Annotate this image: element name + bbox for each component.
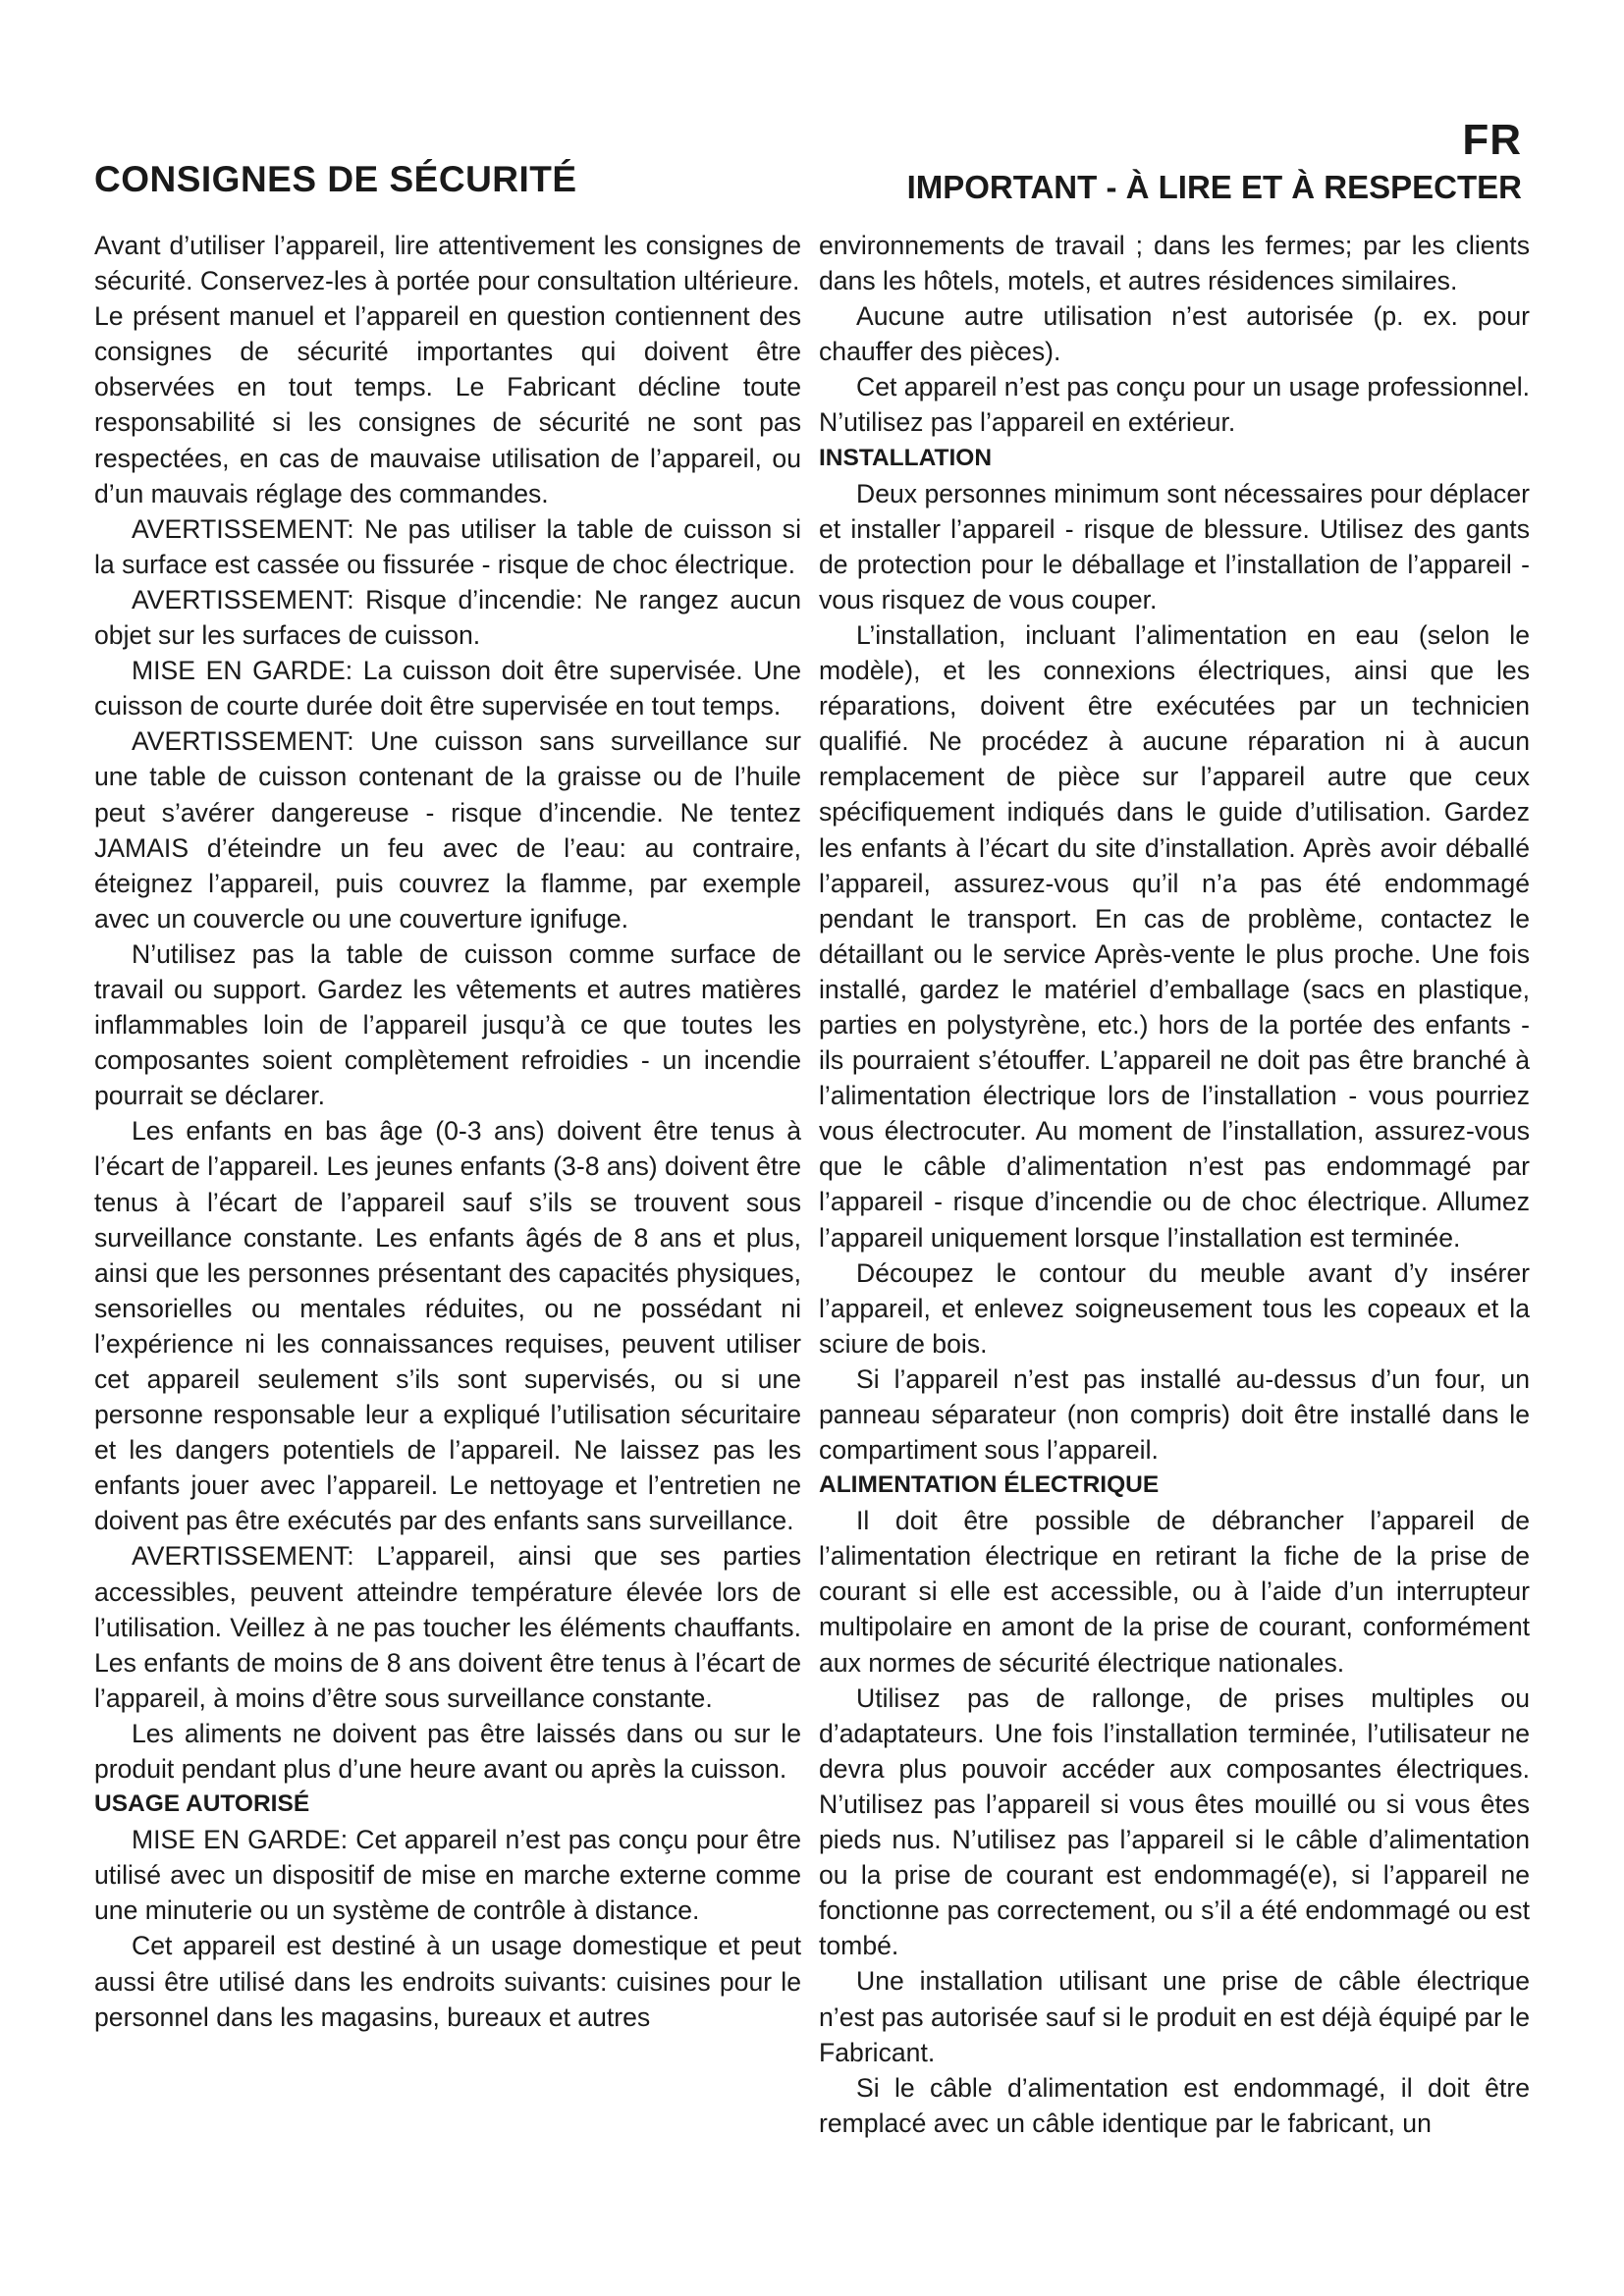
paragraph-domestic-use: Cet appareil est destiné à un usage domestique et peut aussi être utilisé dans les endroits suivants: cuisines pour le personnel dans les magasins, bureaux et autres	[94, 1931, 801, 2032]
page-title: CONSIGNES DE SÉCURITÉ	[94, 159, 577, 199]
paragraph-no-extension: Utilisez pas de rallonge, de prises multiples ou d’adaptateurs. Une fois l’installation terminée, l’utilisateur ne devra plus pouvoir accéder aux composantes électriques. N’utilisez pas l’appareil si vous êtes mouillé ou si vous êtes pieds nus. N’utilisez pas l’appareil si le câble d’alimentation ou la prise de courant est endommagé(e), si l’appareil ne fonctionne pas correctement, ou s’il a été endommagé ou est tombé.	[819, 1682, 1530, 1961]
warning-hot-parts: AVERTISSEMENT: L’appareil, ainsi que ses parties accessibles, peuvent atteindre température élevée lors de l’utilisation. Veillez à ne pas toucher les éléments chauffants. Les enfants de moins de 8 ans doivent être tenus à l’écart de l’appareil, à moins d’être sous surveillance constante.	[94, 1541, 801, 1713]
paragraph-disconnect: Il doit être possible de débrancher l’appareil de l’alimentation électrique en retirant la fiche de la prise de courant si elle est accessible, ou à l’aide d’un interrupteur multipolaire en amont de la prise de courant, conformément aux normes de sécurité électrique nationales.	[819, 1506, 1530, 1678]
caution-external-switch: MISE EN GARDE: Cet appareil n’est pas conçu pour être utilisé avec un dispositif de mise en marche externe comme une minuterie ou un système de contrôle à distance.	[94, 1825, 801, 1926]
heading-power-supply: ALIMENTATION ÉLECTRIQUE	[819, 1471, 1160, 1499]
language-code: FR	[1462, 116, 1522, 164]
caution-supervised-cooking: MISE EN GARDE: La cuisson doit être supervisée. Une cuisson de courte durée doit être supervisée en tout temps.	[94, 656, 801, 721]
paragraph-food: Les aliments ne doivent pas être laissés dans ou sur le produit pendant plus d’une heure avant ou après la cuisson.	[94, 1718, 801, 1785]
warning-unattended-fat: AVERTISSEMENT: Une cuisson sans surveillance sur une table de cuisson contenant de la graisse ou de l’huile peut s’avérer dangereuse - risque d’incendie. Ne tentez JAMAIS d’éteindre un feu avec de l’eau: au contraire, éteignez l’appareil, puis couvrez la flamme, par exemple avec un couvercle ou une couverture ignifuge.	[94, 726, 801, 934]
paragraph-cut-furniture: Découpez le contour du meuble avant d’y insérer l’appareil, et enlevez soigneusement tous les copeaux et la sciure de bois.	[819, 1257, 1530, 1359]
paragraph-work-surface: N’utilisez pas la table de cuisson comme surface de travail ou support. Gardez les vêtements et autres matières inflammables loin de l’appareil jusqu’à ce que toutes les composantes soient complètement refroidies - un incendie pourrait se déclarer.	[94, 938, 801, 1111]
paragraph-not-professional: Cet appareil n’est pas conçu pour un usage professionnel. N’utilisez pas l’appareil en extérieur.	[819, 372, 1530, 438]
heading-installation: INSTALLATION	[819, 444, 993, 471]
paragraph-separator-panel: Si l’appareil n’est pas installé au-dessus d’un four, un panneau séparateur (non compris) doit être installé dans le compartiment sous l’appareil.	[819, 1363, 1530, 1466]
paragraph-qualified-technician: L’installation, incluant l’alimentation en eau (selon le modèle), et les connexions électriques, ainsi que les réparations, doivent être exécutées par un technicien qualifié. Ne procédez à aucune réparation ni à aucun remplacement de pièce sur l’appareil autre que ceux spécifiquement indiqués dans le guide d’utilisation. Gardez les enfants à l’écart du site d’installation. Après avoir déballé l’appareil, assurez-vous qu’il n’a pas été endommagé pendant le transport. En cas de problème, contactez le détaillant ou le service Après-vente le plus proche. Une fois installé, gardez le matériel d’emballage (sacs en plastique, parties en polystyrène, etc.) hors de la portée des enfants - ils pourraient s’étouffer. L’appareil ne doit pas être branché à l’alimentation électrique lors de l’installation - vous pourriez vous électrocuter. Au moment de l’installation, assurez-vous que le câble d’alimentation n’est pas endommagé par l’appareil - risque d’incendie ou de choc électrique. Allumez l’appareil uniquement lorsque l’installation est terminée.	[819, 619, 1530, 1253]
paragraph-two-persons: Deux personnes minimum sont nécessaires pour déplacer et installer l’appareil - risque de blessure. Utilisez des gants de protection pour le déballage et l’installation de l’appareil - vous risquez de vous couper.	[819, 478, 1530, 614]
heading-usage: USAGE AUTORISÉ	[94, 1790, 310, 1818]
paragraph-damaged-cable: Si le câble d’alimentation est endommagé, il doit être remplacé avec un câble identique par le fabricant, un	[819, 2072, 1530, 2138]
warning-fire-storage: AVERTISSEMENT: Risque d’incendie: Ne rangez aucun objet sur les surfaces de cuisson.	[94, 584, 801, 651]
page-subtitle: IMPORTANT - À LIRE ET À RESPECTER	[906, 169, 1522, 205]
paragraph-intro: Avant d’utiliser l’appareil, lire attentivement les consignes de sécurité. Conservez-les à portée pour consultation ultérieure.	[94, 231, 801, 296]
left-column	[94, 228, 801, 2035]
paragraph-manual: Le présent manuel et l’appareil en question contiennent des consignes de sécurité importantes qui doivent être observées en tout temps. Le Fabricant décline toute responsabilité si les consignes de sécurité ne sont pas respectées, en cas de mauvaise utilisation de l’appareil, ou d’un mauvais réglage des commandes.	[94, 301, 801, 508]
paragraph-environments: environnements de travail ; dans les fermes; par les clients dans les hôtels, motels, et autres résidences similaires.	[819, 231, 1530, 296]
warning-broken-surface: AVERTISSEMENT: Ne pas utiliser la table de cuisson si la surface est cassée ou fissurée - risque de choc électrique.	[94, 513, 801, 579]
right-column	[819, 228, 1530, 2141]
paragraph-no-other-use: Aucune autre utilisation n’est autorisée (p. ex. pour chauffer des pièces).	[819, 301, 1530, 367]
paragraph-children: Les enfants en bas âge (0-3 ans) doivent être tenus à l’écart de l’appareil. Les jeunes enfants (3-8 ans) doivent être tenus à l’écart de l’appareil sauf s’ils se trouvent sous surveillance constante. Les enfants âgés de 8 ans et plus, ainsi que les personnes présentant des capacités physiques, sensorielles ou mentales réduites, ou ne possédant ni l’expérience ni les connaissances requises, peuvent utiliser cet appareil seulement s’ils sont supervisés, ou si une personne responsable leur a expliqué l’utilisation sécuritaire et les dangers potentiels de l’appareil. Ne laissez pas les enfants jouer avec l’appareil. Le nettoyage et l’entretien ne doivent pas être exécutés par des enfants sans surveillance.	[94, 1116, 801, 1536]
paragraph-cable-plug: Une installation utilisant une prise de câble électrique n’est pas autorisée sauf si le produit en est déjà équipé par le Fabricant.	[819, 1966, 1530, 2067]
